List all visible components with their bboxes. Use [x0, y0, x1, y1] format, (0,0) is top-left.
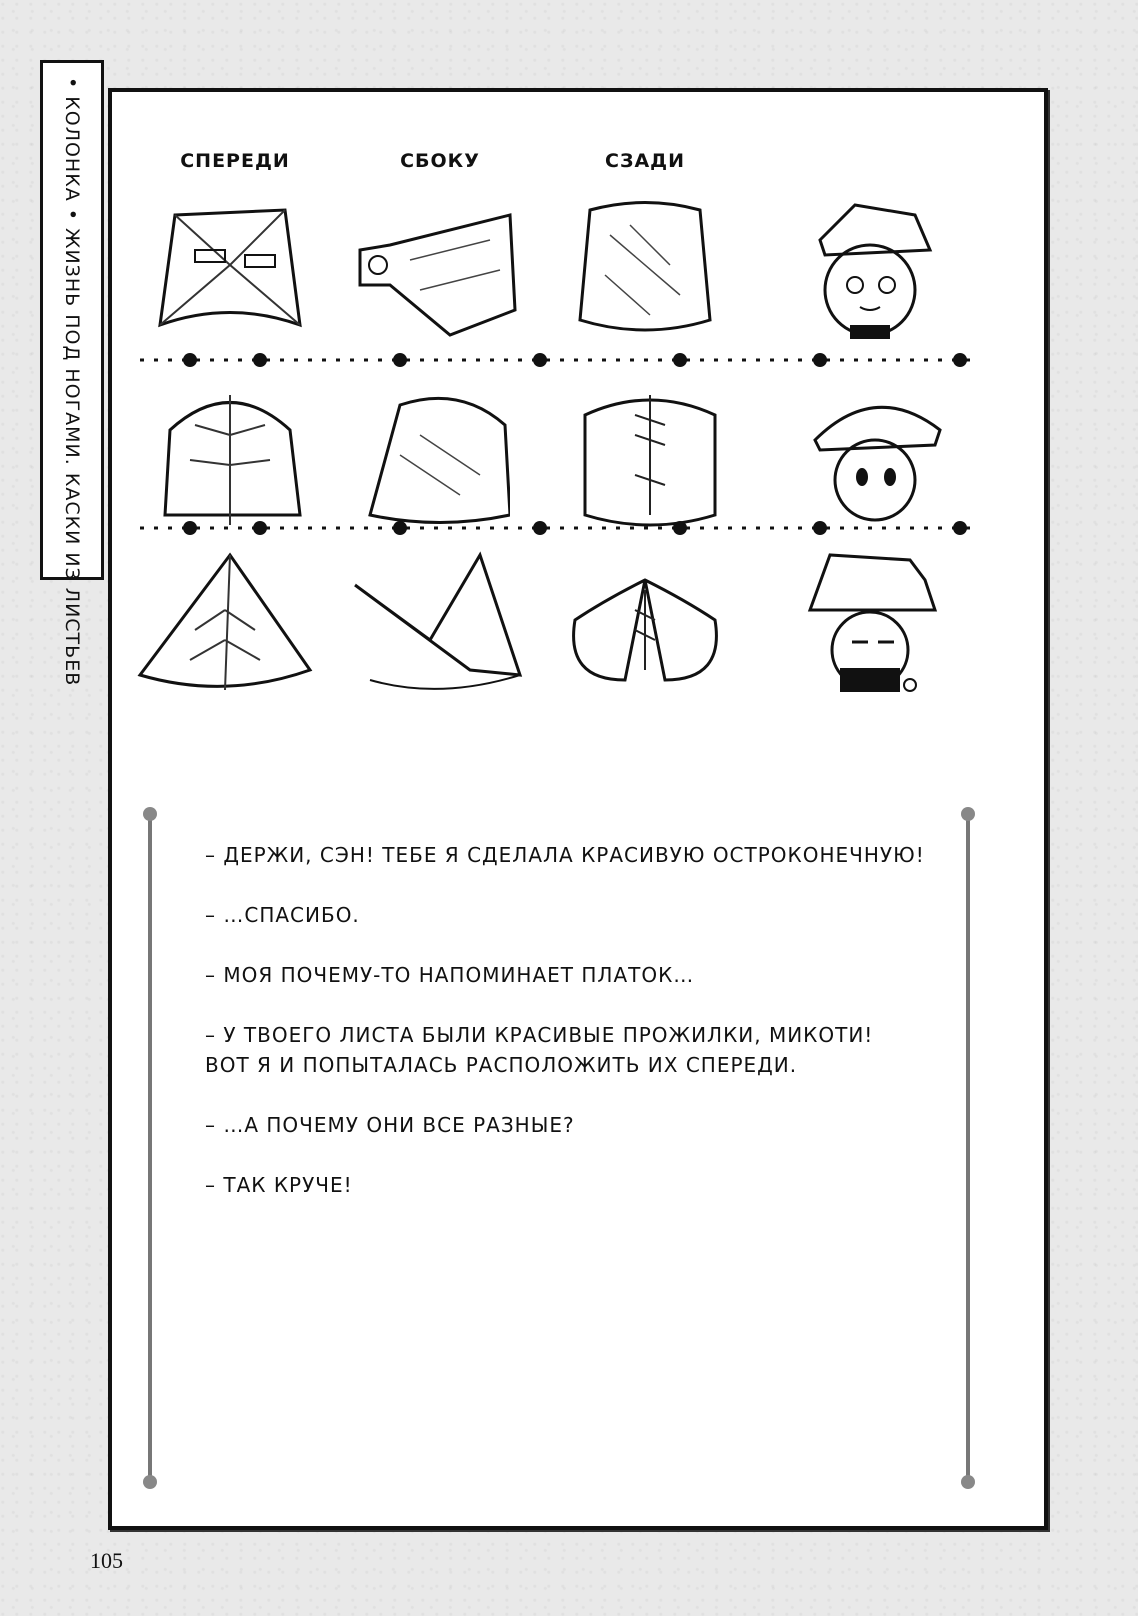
dialog-line: – ДЕРЖИ, СЭН! ТЕБЕ Я СДЕЛАЛА КРАСИВУЮ ОСТРОКОНЕЧНУЮ!	[205, 843, 925, 867]
dialog-line: – …А ПОЧЕМУ ОНИ ВСЕ РАЗНЫЕ?	[205, 1113, 575, 1137]
pointed-helmet-front-drawing	[135, 550, 315, 700]
rounded-helmet-side-drawing	[360, 385, 510, 535]
character-pointed-helmet-drawing	[800, 550, 950, 700]
folded-helmet-back-drawing	[570, 195, 720, 345]
dialog-line: – МОЯ ПОЧЕМУ-ТО НАПОМИНАЕТ ПЛАТОК…	[205, 963, 695, 987]
rounded-helmet-back-drawing	[575, 385, 725, 535]
dialog-line: – ТАК КРУЧЕ!	[205, 1173, 353, 1197]
character-rounded-helmet-drawing	[800, 385, 950, 535]
character-folded-helmet-drawing	[795, 195, 945, 345]
text-box-right-bracket	[958, 806, 978, 1490]
column-label-front: СПЕРЕДИ	[180, 150, 290, 172]
column-label-side: СБОКУ	[400, 150, 480, 172]
page-number: 105	[90, 1548, 123, 1573]
folded-helmet-side-drawing	[350, 200, 520, 350]
column-label-back: СЗАДИ	[605, 150, 685, 172]
dialog-line: – У ТВОЕГО ЛИСТА БЫЛИ КРАСИВЫЕ ПРОЖИЛКИ, МИКОТИ! ВОТ Я И ПОПЫТАЛАСЬ РАСПОЛОЖИТЬ ИХ СПЕРЕДИ.	[205, 1023, 874, 1077]
dialog-line: – …СПАСИБО.	[205, 903, 360, 927]
pointed-helmet-back-drawing	[565, 560, 725, 710]
folded-helmet-front-drawing	[155, 195, 305, 345]
column-title-tab	[40, 60, 104, 687]
column-title-text: • КОЛОНКА • ЖИЗНЬ ПОД НОГАМИ. КАСКИ ИЗ ЛИСТЬЕВ	[61, 77, 83, 687]
pointed-helmet-side-drawing	[350, 550, 530, 700]
row-divider-1	[140, 352, 980, 368]
row-divider-2	[140, 520, 980, 536]
dialog-text-block	[205, 840, 945, 1230]
rounded-helmet-front-drawing	[155, 385, 305, 535]
text-box-left-bracket	[140, 806, 160, 1490]
